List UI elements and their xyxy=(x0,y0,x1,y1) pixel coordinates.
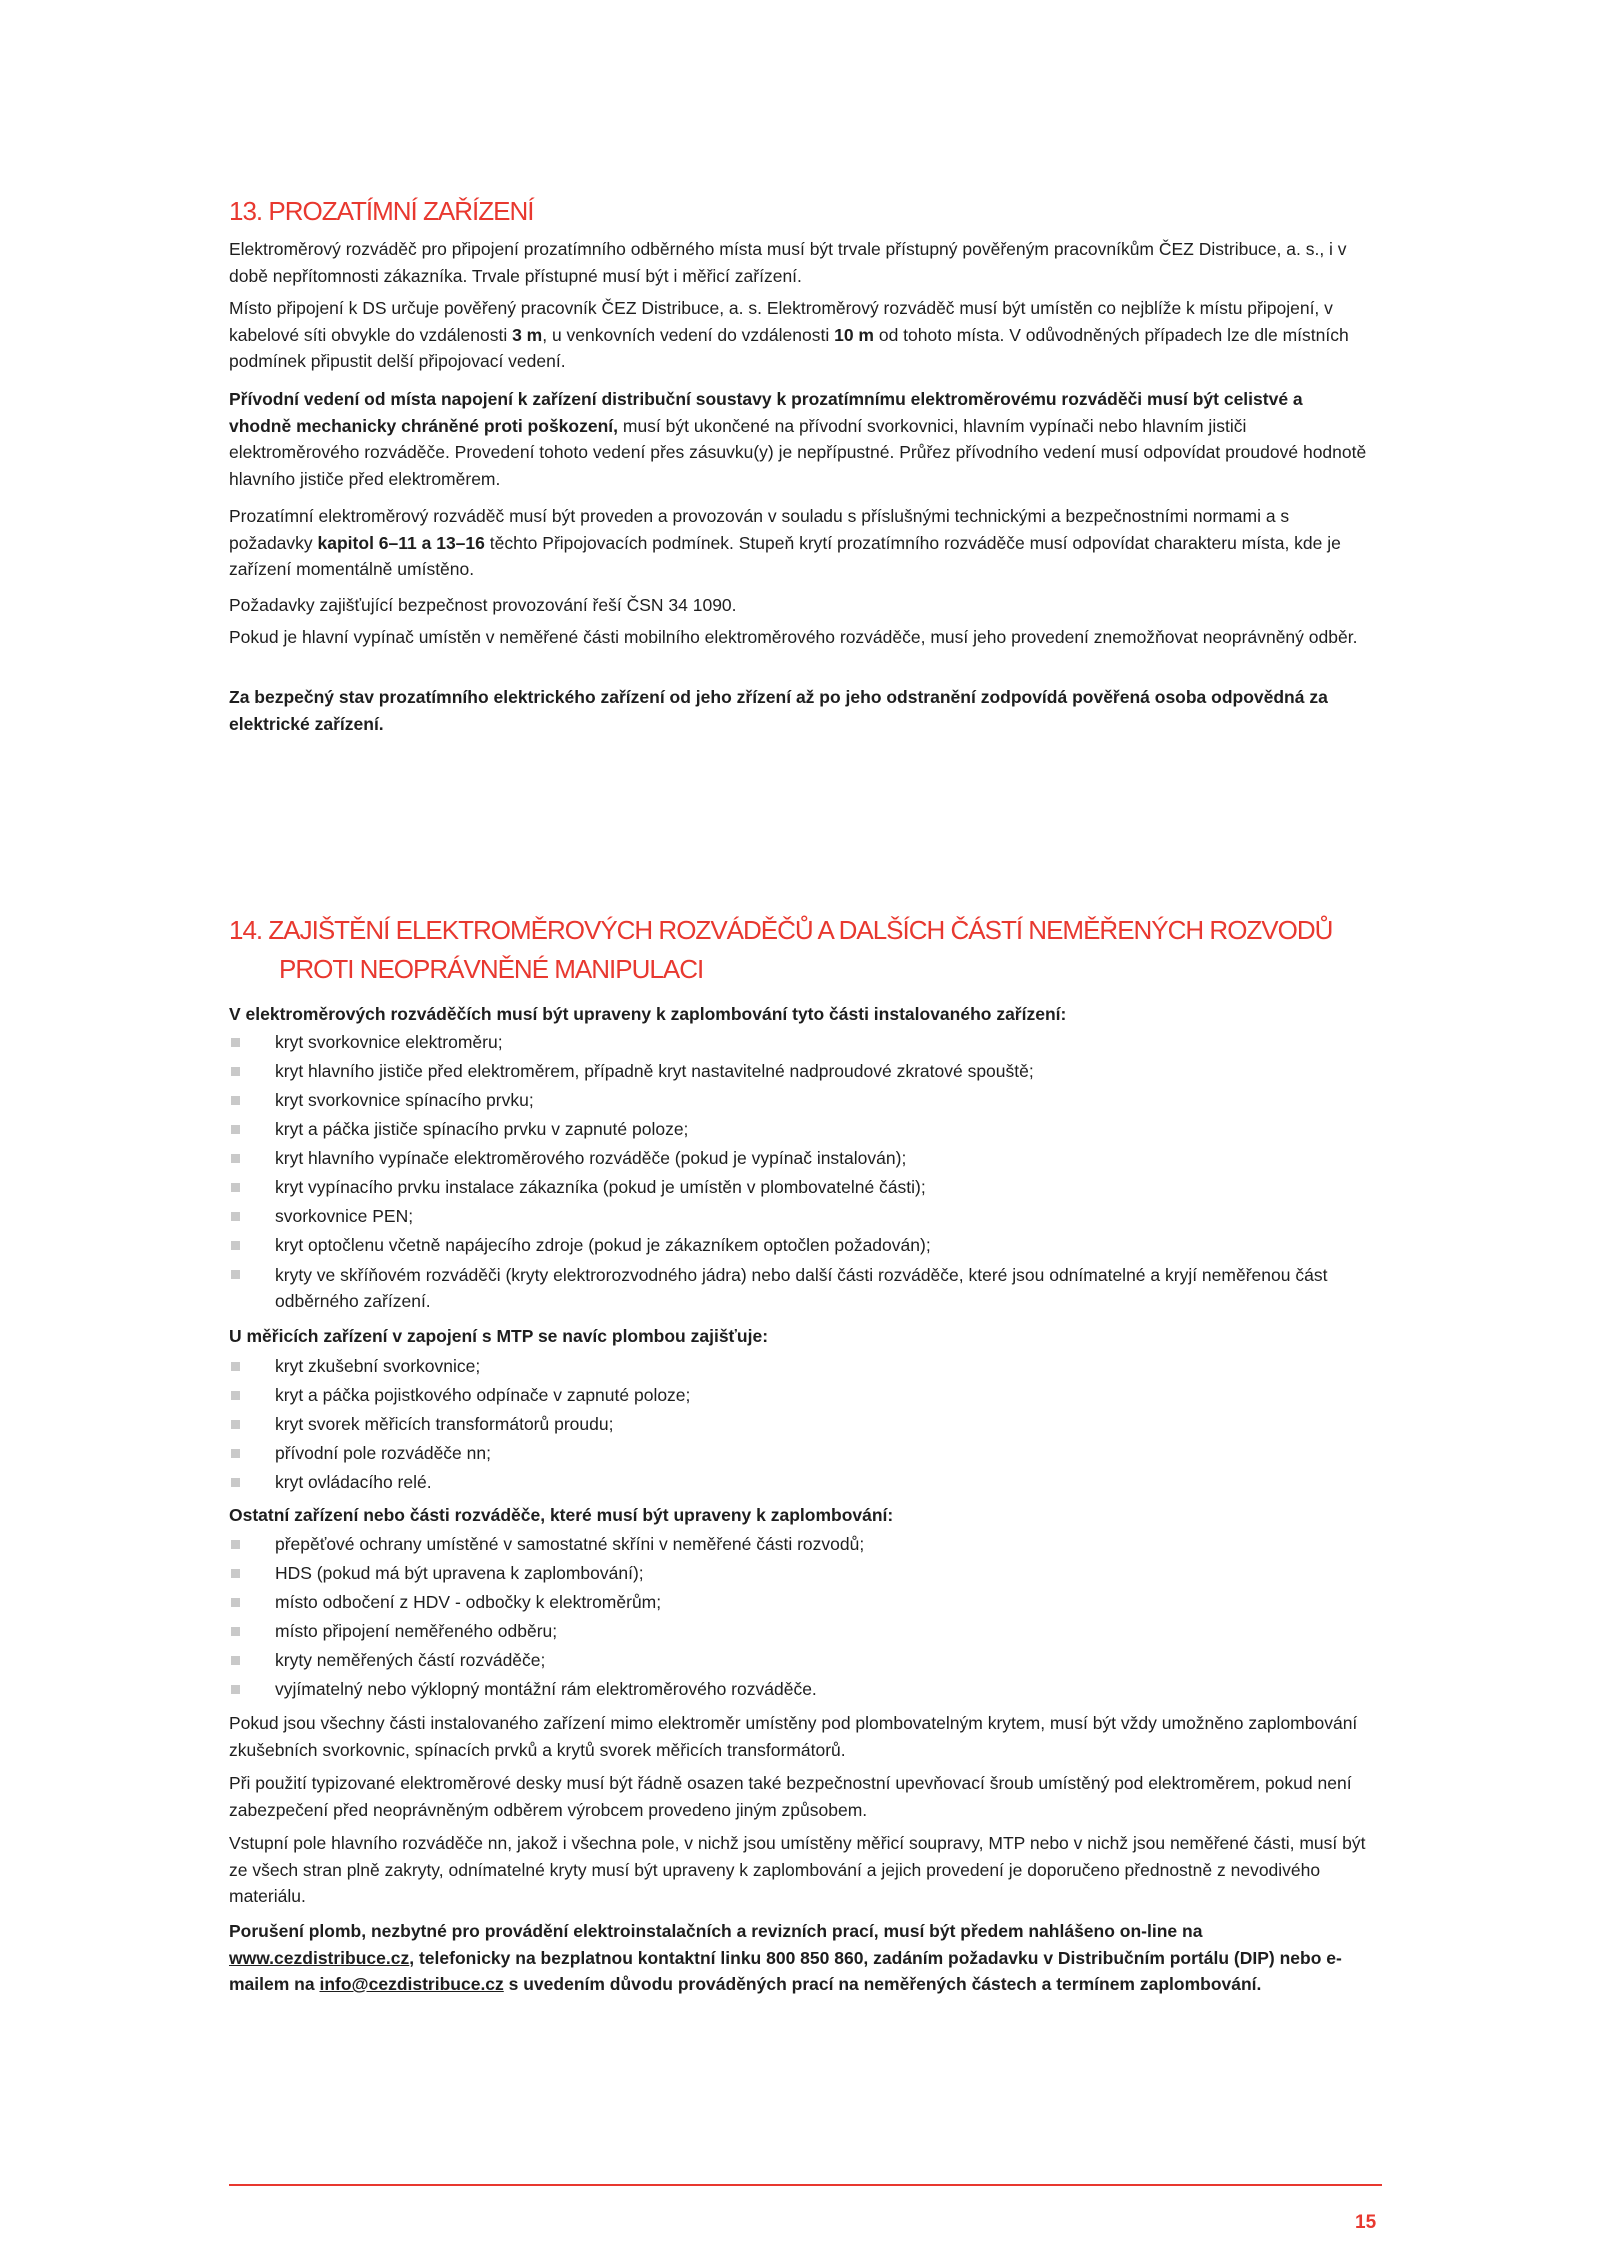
list-item: svorkovnice PEN; xyxy=(229,1202,1369,1231)
s13-p3-bold: Přívodní vedení od místa napojení k zařízení distribuční soustavy k prozatímnímu elektroměrovému rozváděči musí být celistvé a vhodně mechanicky chráněné proti poškození, xyxy=(229,389,1303,436)
s14-list-3 xyxy=(229,1530,1369,1704)
list-item: kryt a páčka jističe spínacího prvku v zapnuté poloze; xyxy=(229,1115,1369,1144)
list-item: kryt svorkovnice spínacího prvku; xyxy=(229,1086,1369,1115)
list-item: přívodní pole rozváděče nn; xyxy=(229,1439,1369,1468)
s14-intro-3: Ostatní zařízení nebo části rozváděče, které musí být upraveny k zaplombování: xyxy=(229,1505,894,1525)
s14-p4-text-c: s uvedením důvodu prováděných prací na neměřených částech a termínem zaplombování. xyxy=(503,1974,1262,1994)
page-number: 15 xyxy=(1355,2212,1377,2233)
s13-paragraph-1: Elektroměrový rozváděč pro připojení prozatímního odběrného místa musí být trvale přístupný pověřeným pracovníkům ČEZ Distribuce, a. s., i v době nepřítomnosti zákazníka. Trvale přístupné musí být i měřicí zařízení. xyxy=(229,239,1347,286)
section-14-title-line-2: PROTI NEOPRÁVNĚNÉ MANIPULACI xyxy=(279,954,704,984)
s14-p4-text-b: , telefonicky na bezplatnou kontaktní linku 800 850 860, zadáním požadavku v Distribučním portálu (DIP) nebo e-mailem na xyxy=(229,1947,1342,1994)
s14-paragraph-3: Vstupní pole hlavního rozváděče nn, jakož i všechna pole, v nichž jsou umístěny měřicí soupravy, MTP nebo v nichž jsou neměřené části, musí být ze všech stran plně zakryty, odnímatelné kryty musí být upraveny k zaplombování a jejich provedení je doporučeno přednostně z nevodivého materiálu. xyxy=(229,1833,1366,1906)
s13-p2-distance-overhead: 10 m xyxy=(834,324,874,345)
s14-p4-text-a: Porušení plomb, nezbytné pro provádění elektroinstalačních a revizních prací, musí být předem nahlášeno on-line na xyxy=(229,1921,1203,1941)
list-item: kryt a páčka pojistkového odpínače v zapnuté poloze; xyxy=(229,1381,1369,1410)
s13-paragraph-4 xyxy=(229,503,1369,583)
s13-p2-text-c: , u venkovních vedení do vzdálenosti xyxy=(542,324,835,345)
list-item: kryt hlavního vypínače elektroměrového rozváděče (pokud je vypínač instalován); xyxy=(229,1144,1369,1173)
s13-paragraph-2 xyxy=(229,295,1369,375)
s14-paragraph-4 xyxy=(229,1918,1369,1998)
s13-p2-distance-cable: 3 m xyxy=(512,324,543,345)
s14-intro-1: V elektroměrových rozváděčích musí být upraveny k zaplombování tyto části instalovaného zařízení: xyxy=(229,1004,1067,1024)
s14-list-2 xyxy=(229,1352,1369,1497)
email-link[interactable]: info@cezdistribuce.cz xyxy=(319,1974,504,1994)
website-link[interactable]: www.cezdistribuce.cz xyxy=(229,1947,410,1968)
list-item: kryty ve skříňovém rozváděči (kryty elektrorozvodného jádra) nebo další části rozváděče, které jsou odnímatelné a kryjí neměřenou část odběrného zařízení. xyxy=(229,1260,1369,1316)
list-item: HDS (pokud má být upravena k zaplombování); xyxy=(229,1559,1369,1588)
list-item: místo odbočení z HDV - odbočky k elektroměrům; xyxy=(229,1588,1369,1617)
s13-p4-text-a: Prozatímní elektroměrový rozváděč musí být proveden a provozován v souladu s příslušnými technickými a bezpečnostními normami a s požadavky xyxy=(229,506,1290,553)
s14-intro-2: U měřicích zařízení v zapojení s MTP se navíc plombou zajišťuje: xyxy=(229,1326,769,1346)
s13-paragraph-6: Pokud je hlavní vypínač umístěn v neměřené části mobilního elektroměrového rozváděče, musí jeho provedení znemožňovat neoprávněný odběr. xyxy=(229,627,1358,647)
list-item: kryt zkušební svorkovnice; xyxy=(229,1352,1369,1381)
s13-p3-rest: musí být ukončené na přívodní svorkovnici, hlavním vypínači nebo hlavním jističi elektroměrového rozváděče. Provedení tohoto vedení přes zásuvku(y) je nepřípustné. Průřez přívodního vedení musí odpovídat proudové hodnotě hlavního jističe před elektroměrem. xyxy=(229,415,1367,489)
s13-p4-text-c: těchto Připojovacích podmínek. Stupeň krytí prozatímního rozváděče musí odpovídat charakteru místa, kde je zařízení momentálně umístěno. xyxy=(229,532,1341,579)
s13-p2-text-a: Místo připojení k DS určuje pověřený pracovník ČEZ Distribuce, a. s. Elektroměrový rozváděč musí být umístěn co nejblíže k místu připojení, v kabelové síti obvykle do vzdálenosti xyxy=(229,298,1333,345)
s13-paragraph-5: Požadavky zajišťující bezpečnost provozování řeší ČSN 34 1090. xyxy=(229,595,737,615)
list-item: místo připojení neměřeného odběru; xyxy=(229,1617,1369,1646)
list-item: kryt optočlenu včetně napájecího zdroje (pokud je zákazníkem optočlen požadován); xyxy=(229,1231,1369,1260)
footer-divider xyxy=(229,2184,1382,2186)
s14-list-1 xyxy=(229,1028,1369,1316)
section-14-title xyxy=(229,911,1332,989)
list-item: kryt svorkovnice elektroměru; xyxy=(229,1028,1369,1057)
section-13-title: 13. PROZATÍMNÍ ZAŘÍZENÍ xyxy=(229,196,534,226)
list-item: kryt svorek měřicích transformátorů proudu; xyxy=(229,1410,1369,1439)
list-item: kryty neměřených částí rozváděče; xyxy=(229,1646,1369,1675)
list-item: kryt hlavního jističe před elektroměrem, případně kryt nastavitelné nadproudové zkratové spouště; xyxy=(229,1057,1369,1086)
s13-paragraph-7: Za bezpečný stav prozatímního elektrického zařízení od jeho zřízení až po jeho odstranění zodpovídá pověřená osoba odpovědná za elektrické zařízení. xyxy=(229,687,1328,734)
list-item: vyjímatelný nebo výklopný montážní rám elektroměrového rozváděče. xyxy=(229,1675,1369,1704)
s14-paragraph-1: Pokud jsou všechny části instalovaného zařízení mimo elektroměr umístěny pod plombovatelným krytem, musí být vždy umožněno zaplombování zkušebních svorkovnic, spínacích prvků a krytů svorek měřicích transformátorů. xyxy=(229,1713,1358,1760)
section-14-title-line-1: 14. ZAJIŠTĚNÍ ELEKTROMĚROVÝCH ROZVÁDĚČŮ A DALŠÍCH ČÁSTÍ NEMĚŘENÝCH ROZVODŮ xyxy=(229,915,1333,945)
list-item: přepěťové ochrany umístěné v samostatné skříni v neměřené části rozvodů; xyxy=(229,1530,1369,1559)
list-item: kryt ovládacího relé. xyxy=(229,1468,1369,1497)
s13-p2-text-d: od tohoto místa. V odůvodněných případech lze dle místních podmínek připustit delší připojovací vedení. xyxy=(229,324,1349,371)
s13-p4-chapters: kapitol 6–11 a 13–16 xyxy=(317,532,485,553)
s14-paragraph-2: Při použití typizované elektroměrové desky musí být řádně osazen také bezpečnostní upevňovací šroub umístěný pod elektroměrem, pokud není zabezpečení před neoprávněným odběrem výrobcem provedeno jiným způsobem. xyxy=(229,1773,1352,1820)
s13-paragraph-3 xyxy=(229,386,1369,492)
list-item: kryt vypínacího prvku instalace zákazníka (pokud je umístěn v plombovatelné části); xyxy=(229,1173,1369,1202)
